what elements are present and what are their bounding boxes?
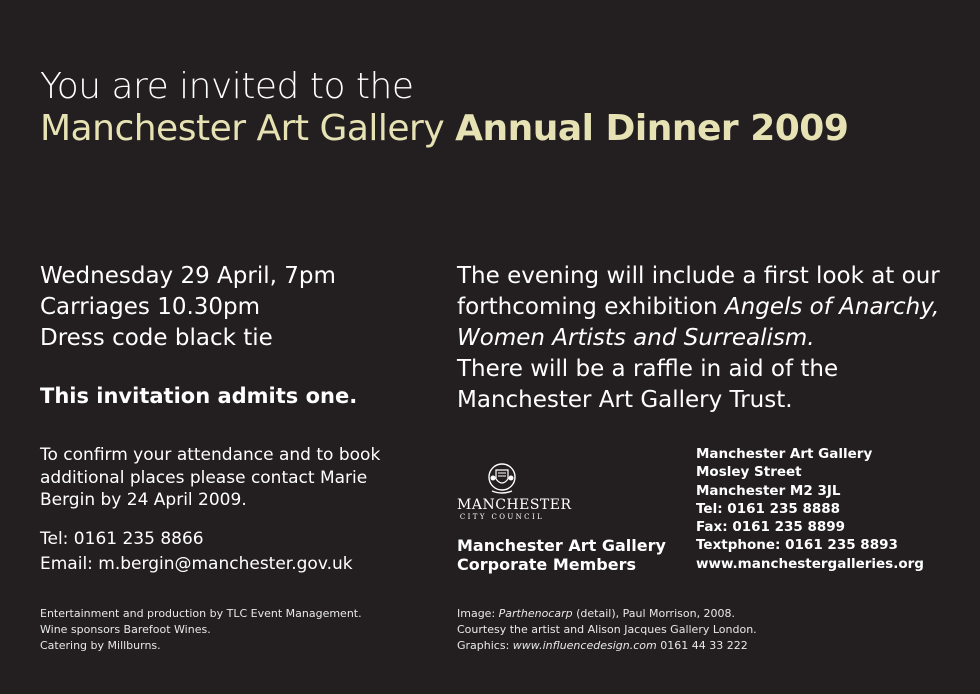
rsvp-instructions: To confirm your attendance and to book additional places please contact Marie Bergin by 24 April 2009. [40, 445, 381, 510]
event-dress-code: Dress code black tie [40, 325, 273, 351]
gallery-address [696, 445, 924, 573]
evening-line-2 [457, 292, 957, 323]
address-website[interactable]: www.manchestergalleries.org [696, 555, 924, 572]
image-credit-title: Parthenocarp [498, 607, 573, 620]
image-credit-prefix: Image: [457, 607, 499, 620]
exhibition-title-part2: Women Artists and Surrealism. [457, 325, 815, 351]
raffle-line-2: Manchester Art Gallery Trust. [457, 387, 793, 413]
address-fax: Fax: 0161 235 8899 [696, 519, 846, 536]
credit-entertainment: Entertainment and production by TLC Event Management. [40, 607, 362, 620]
event-title [40, 108, 848, 149]
image-credits [457, 606, 757, 654]
raffle-line-1: There will be a raffle in aid of the [457, 356, 839, 382]
image-credit [457, 606, 757, 622]
admits-one-notice: This invitation admits one. [40, 384, 358, 408]
evening-line-1: The evening will include a first look at our [457, 263, 940, 289]
corporate-members [457, 536, 666, 574]
exhibition-title-part1: Angels of Anarchy, [724, 294, 940, 320]
graphics-credit-prefix: Graphics: [457, 639, 513, 652]
event-credits [40, 606, 362, 654]
corporate-line-2: Corporate Members [457, 555, 636, 574]
credit-catering: Catering by Millburns. [40, 639, 161, 652]
council-logo-name: MANCHESTER [457, 497, 572, 513]
courtesy-credit: Courtesy the artist and Alison Jacques Gallery London. [457, 623, 757, 636]
evening-line-2-prefix: forthcoming exhibition [457, 294, 725, 320]
invitation-heading: You are invited to the [40, 66, 414, 107]
graphics-credit [457, 638, 757, 654]
graphics-credit-url[interactable]: www.influencedesign.com [512, 639, 657, 652]
image-credit-suffix: (detail), Paul Morrison, 2008. [572, 607, 736, 620]
council-logo-subtitle: CITY COUNCIL [459, 513, 545, 521]
evening-description [457, 261, 957, 416]
address-city: Manchester M2 3JL [696, 482, 841, 499]
address-textphone: Textphone: 0161 235 8893 [696, 537, 898, 554]
event-title-venue: Manchester Art Gallery [40, 108, 456, 149]
address-street: Mosley Street [696, 464, 802, 481]
event-details [40, 261, 336, 354]
evening-line-3 [457, 323, 957, 354]
rsvp-contact [40, 527, 353, 576]
rsvp-tel: Tel: 0161 235 8866 [40, 529, 204, 549]
event-date: Wednesday 29 April, 7pm [40, 263, 336, 289]
address-tel: Tel: 0161 235 8888 [696, 500, 841, 517]
credit-wine: Wine sponsors Barefoot Wines. [40, 623, 211, 636]
event-carriages: Carriages 10.30pm [40, 294, 261, 320]
rsvp-email[interactable]: Email: m.bergin@manchester.gov.uk [40, 553, 353, 574]
corporate-line-1: Manchester Art Gallery [457, 536, 666, 555]
address-name: Manchester Art Gallery [696, 446, 873, 462]
council-crest-icon [487, 462, 517, 496]
event-title-name: Annual Dinner 2009 [455, 108, 849, 149]
graphics-credit-phone: 0161 44 33 222 [656, 639, 748, 652]
